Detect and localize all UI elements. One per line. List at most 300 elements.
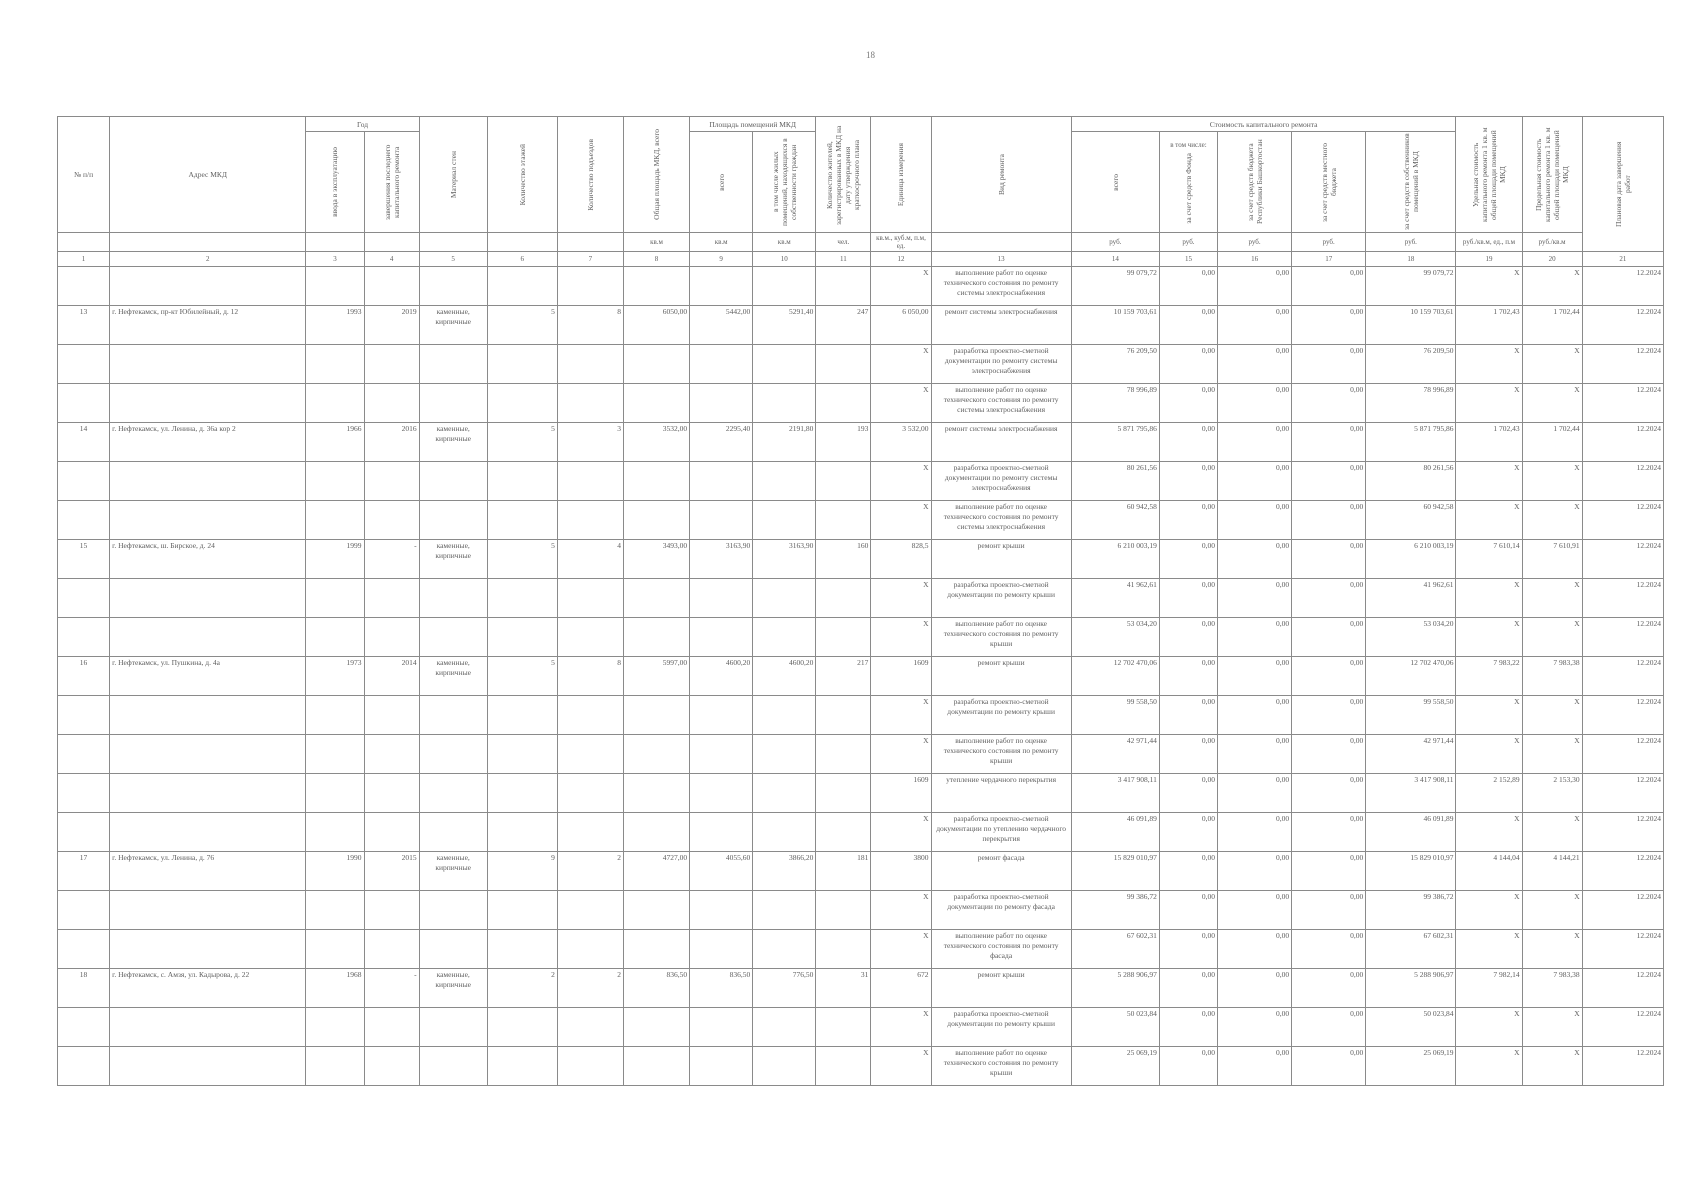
- cell-fund: 0,00: [1159, 423, 1217, 462]
- unit-cell: [110, 233, 306, 252]
- table-row: [58, 813, 1664, 852]
- unit-measure: кв.м., куб.м, п.м, ед.: [871, 233, 931, 252]
- cell-unit: 672: [871, 969, 931, 1008]
- cell-unit: X: [871, 813, 931, 852]
- cell-fl: [487, 1008, 557, 1047]
- cell-lim: 7 983,38: [1522, 969, 1582, 1008]
- cell-rb: 0,00: [1218, 501, 1292, 540]
- cell-sp: X: [1456, 579, 1522, 618]
- header-rep-budget: за счет средств бюджета Республики Башкортостан: [1218, 132, 1292, 233]
- cell-rb: 0,00: [1218, 891, 1292, 930]
- cell-unit: 6 050,00: [871, 306, 931, 345]
- column-number: 11: [816, 252, 871, 267]
- cell-ta: [623, 462, 689, 501]
- cell-own: 50 023,84: [1366, 1008, 1456, 1047]
- unit-sqm: кв.м: [623, 233, 689, 252]
- cell-date: 12.2024: [1582, 384, 1663, 423]
- cell-ar: 3163,90: [753, 540, 816, 579]
- cell-lim: 4 144,21: [1522, 852, 1582, 891]
- cell-fl: 5: [487, 306, 557, 345]
- column-number: 6: [487, 252, 557, 267]
- cell-ar: 3866,20: [753, 852, 816, 891]
- cell-lim: 1 702,44: [1522, 423, 1582, 462]
- cell-date: 12.2024: [1582, 969, 1663, 1008]
- cell-work: разработка проектно-сметной документации по утеплению чердачного перекрытия: [931, 813, 1071, 852]
- cell-work: ремонт системы электроснабжения: [931, 423, 1071, 462]
- cell-own: 42 971,44: [1366, 735, 1456, 774]
- cell-ar: 4600,20: [753, 657, 816, 696]
- cell-fund: 0,00: [1159, 462, 1217, 501]
- cell-yl: [364, 462, 419, 501]
- cell-fund: 0,00: [1159, 735, 1217, 774]
- cell-yb: 1990: [306, 852, 364, 891]
- cell-fund: 0,00: [1159, 540, 1217, 579]
- cell-unit: X: [871, 696, 931, 735]
- cell-lb: 0,00: [1292, 540, 1366, 579]
- cell-lim: 2 153,30: [1522, 774, 1582, 813]
- cell-address: [110, 930, 306, 969]
- cell-lb: 0,00: [1292, 462, 1366, 501]
- cell-ta: [623, 501, 689, 540]
- cell-address: [110, 267, 306, 306]
- cell-sp: X: [1456, 618, 1522, 657]
- cell-ar: [753, 891, 816, 930]
- cell-rb: 0,00: [1218, 423, 1292, 462]
- cell-fl: [487, 267, 557, 306]
- cell-at: 2295,40: [690, 423, 753, 462]
- cell-unit: X: [871, 501, 931, 540]
- cell-at: [690, 813, 753, 852]
- cell-ar: [753, 696, 816, 735]
- cell-yl: [364, 930, 419, 969]
- cell-res: [816, 618, 871, 657]
- cell-own: 99 079,72: [1366, 267, 1456, 306]
- cell-wall: [419, 774, 487, 813]
- cell-res: [816, 345, 871, 384]
- cell-at: 5442,00: [690, 306, 753, 345]
- cell-fl: [487, 735, 557, 774]
- header-residents: Количество жителей, зарегистрированных в МКД на дату утверждения краткосрочного плана: [816, 117, 871, 233]
- cell-wall: каменные, кирпичные: [419, 423, 487, 462]
- cell-unit: 828,5: [871, 540, 931, 579]
- cell-lb: 0,00: [1292, 384, 1366, 423]
- cell-fl: [487, 384, 557, 423]
- cell-total: 25 069,19: [1071, 1047, 1159, 1086]
- cell-rb: 0,00: [1218, 618, 1292, 657]
- cell-res: [816, 930, 871, 969]
- cell-yb: [306, 1047, 364, 1086]
- cell-own: 80 261,56: [1366, 462, 1456, 501]
- cell-work: ремонт системы электроснабжения: [931, 306, 1071, 345]
- cell-yb: [306, 813, 364, 852]
- cell-wall: [419, 345, 487, 384]
- column-number: 9: [690, 252, 753, 267]
- cell-wall: [419, 930, 487, 969]
- cell-rb: 0,00: [1218, 1008, 1292, 1047]
- header-area-total: всего: [690, 132, 753, 233]
- cell-date: 12.2024: [1582, 501, 1663, 540]
- cell-work: разработка проектно-сметной документации по ремонту крыши: [931, 696, 1071, 735]
- cell-lb: 0,00: [1292, 501, 1366, 540]
- header-date: Плановая дата завершения работ: [1582, 117, 1663, 252]
- table-row: [58, 696, 1664, 735]
- cell-at: [690, 579, 753, 618]
- cell-lb: 0,00: [1292, 774, 1366, 813]
- cell-at: [690, 774, 753, 813]
- column-number: 12: [871, 252, 931, 267]
- cell-date: 12.2024: [1582, 657, 1663, 696]
- table-row: [58, 969, 1664, 1008]
- cell-en: 8: [557, 657, 623, 696]
- cell-total: 67 602,31: [1071, 930, 1159, 969]
- cell-ta: [623, 618, 689, 657]
- cell-date: 12.2024: [1582, 540, 1663, 579]
- table-row: [58, 774, 1664, 813]
- cell-en: [557, 1008, 623, 1047]
- cell-yl: [364, 267, 419, 306]
- page-number: 18: [866, 50, 875, 60]
- unit-cell: [419, 233, 487, 252]
- cell-res: 160: [816, 540, 871, 579]
- column-number: 2: [110, 252, 306, 267]
- column-number-row: [58, 252, 1664, 267]
- cell-lim: X: [1522, 891, 1582, 930]
- cell-date: 12.2024: [1582, 1008, 1663, 1047]
- cell-en: 4: [557, 540, 623, 579]
- cell-lb: 0,00: [1292, 618, 1366, 657]
- cell-yb: [306, 891, 364, 930]
- column-number: 14: [1071, 252, 1159, 267]
- cell-rb: 0,00: [1218, 540, 1292, 579]
- cell-wall: [419, 1047, 487, 1086]
- cell-yl: [364, 1008, 419, 1047]
- cell-rb: 0,00: [1218, 384, 1292, 423]
- cell-total: 12 702 470,06: [1071, 657, 1159, 696]
- table-body: [58, 267, 1664, 1086]
- header-area-group: Площадь помещений МКД: [690, 117, 816, 132]
- cell-fund: 0,00: [1159, 306, 1217, 345]
- unit-cell: [931, 233, 1071, 252]
- cell-wall: [419, 501, 487, 540]
- cell-at: 4600,20: [690, 657, 753, 696]
- cell-ar: [753, 501, 816, 540]
- cell-fund: 0,00: [1159, 657, 1217, 696]
- cell-yb: 1999: [306, 540, 364, 579]
- cell-yb: [306, 267, 364, 306]
- cell-address: г. Нефтекамск, пр-кт Юбилейный, д. 12: [110, 306, 306, 345]
- cell-work: ремонт крыши: [931, 540, 1071, 579]
- cell-yl: -: [364, 969, 419, 1008]
- cell-ar: [753, 774, 816, 813]
- column-number: 4: [364, 252, 419, 267]
- unit-rub-sqm: руб./кв.м, ед., п.м: [1456, 233, 1522, 252]
- cell-address: [110, 696, 306, 735]
- cell-sp: X: [1456, 696, 1522, 735]
- cell-num: 17: [58, 852, 110, 891]
- cell-fund: 0,00: [1159, 618, 1217, 657]
- cell-date: 12.2024: [1582, 579, 1663, 618]
- cell-address: [110, 345, 306, 384]
- cell-own: 5 288 906,97: [1366, 969, 1456, 1008]
- cell-total: 5 871 795,86: [1071, 423, 1159, 462]
- cell-fl: [487, 696, 557, 735]
- header-unit: Единица измерения: [871, 117, 931, 233]
- cell-fl: 5: [487, 423, 557, 462]
- cell-num: [58, 813, 110, 852]
- cell-total: 53 034,20: [1071, 618, 1159, 657]
- cell-num: [58, 1008, 110, 1047]
- cell-num: [58, 462, 110, 501]
- cell-work: разработка проектно-сметной документации по ремонту системы электроснабжения: [931, 462, 1071, 501]
- column-number: 3: [306, 252, 364, 267]
- cell-own: 41 962,61: [1366, 579, 1456, 618]
- cell-own: 78 996,89: [1366, 384, 1456, 423]
- unit-sqm: кв.м: [690, 233, 753, 252]
- cell-at: 4055,60: [690, 852, 753, 891]
- cell-work: выполнение работ по оценке технического состояния по ремонту крыши: [931, 735, 1071, 774]
- cell-num: [58, 267, 110, 306]
- cell-at: [690, 345, 753, 384]
- cell-yb: [306, 1008, 364, 1047]
- column-number: 5: [419, 252, 487, 267]
- header-area-res: в том числе жилых помещений, находящихся в собственности граждан: [753, 132, 816, 233]
- cell-ar: [753, 813, 816, 852]
- cell-total: 60 942,58: [1071, 501, 1159, 540]
- cell-en: 8: [557, 306, 623, 345]
- cell-sp: X: [1456, 267, 1522, 306]
- cell-lb: 0,00: [1292, 1047, 1366, 1086]
- cell-yl: [364, 891, 419, 930]
- cell-res: [816, 696, 871, 735]
- cell-work: ремонт фасада: [931, 852, 1071, 891]
- cell-address: г. Нефтекамск, ул. Ленина, д. 76: [110, 852, 306, 891]
- cell-wall: каменные, кирпичные: [419, 306, 487, 345]
- cell-total: 3 417 908,11: [1071, 774, 1159, 813]
- cell-en: [557, 735, 623, 774]
- unit-rub: руб.: [1292, 233, 1366, 252]
- cell-lim: X: [1522, 1008, 1582, 1047]
- header-num: № п/п: [58, 117, 110, 233]
- column-number: 20: [1522, 252, 1582, 267]
- cell-yl: [364, 774, 419, 813]
- cell-en: 2: [557, 969, 623, 1008]
- cell-lb: 0,00: [1292, 891, 1366, 930]
- cell-sp: 2 152,89: [1456, 774, 1522, 813]
- header-owners: за счет средств собственников помещений в МКД: [1366, 132, 1456, 233]
- cell-yl: [364, 579, 419, 618]
- cell-own: 5 871 795,86: [1366, 423, 1456, 462]
- cell-ar: [753, 384, 816, 423]
- cell-sp: 4 144,04: [1456, 852, 1522, 891]
- cell-fl: 2: [487, 969, 557, 1008]
- header-wall: Материал стен: [419, 117, 487, 233]
- cell-wall: [419, 735, 487, 774]
- column-number: 18: [1366, 252, 1456, 267]
- cell-ta: [623, 891, 689, 930]
- cell-address: г. Нефтекамск, ш. Бирское, д. 24: [110, 540, 306, 579]
- cell-lim: X: [1522, 384, 1582, 423]
- cell-yb: 1993: [306, 306, 364, 345]
- cell-yb: [306, 696, 364, 735]
- cell-sp: X: [1456, 891, 1522, 930]
- cell-at: [690, 501, 753, 540]
- cell-own: 53 034,20: [1366, 618, 1456, 657]
- table-row: [58, 306, 1664, 345]
- cell-yl: [364, 501, 419, 540]
- cell-unit: X: [871, 579, 931, 618]
- cell-wall: [419, 696, 487, 735]
- cell-address: [110, 735, 306, 774]
- cell-ta: [623, 930, 689, 969]
- table-row: [58, 267, 1664, 306]
- cell-yl: 2015: [364, 852, 419, 891]
- cell-rb: 0,00: [1218, 813, 1292, 852]
- unit-rub: руб.: [1366, 233, 1456, 252]
- cell-work: ремонт крыши: [931, 657, 1071, 696]
- cell-ta: [623, 813, 689, 852]
- cell-ar: [753, 930, 816, 969]
- cell-unit: X: [871, 1008, 931, 1047]
- cell-date: 12.2024: [1582, 852, 1663, 891]
- cell-en: [557, 1047, 623, 1086]
- cell-fl: [487, 345, 557, 384]
- cell-num: [58, 735, 110, 774]
- header-local-budget: за счет средств местного бюджета: [1292, 132, 1366, 233]
- cell-ta: [623, 1047, 689, 1086]
- cell-address: [110, 1047, 306, 1086]
- cell-work: разработка проектно-сметной документации по ремонту крыши: [931, 1008, 1071, 1047]
- table-row: [58, 891, 1664, 930]
- cell-own: 99 558,50: [1366, 696, 1456, 735]
- cell-sp: X: [1456, 384, 1522, 423]
- cell-res: [816, 579, 871, 618]
- cell-rb: 0,00: [1218, 969, 1292, 1008]
- cell-date: 12.2024: [1582, 618, 1663, 657]
- cell-total: 46 091,89: [1071, 813, 1159, 852]
- column-number: 16: [1218, 252, 1292, 267]
- cell-date: 12.2024: [1582, 891, 1663, 930]
- cell-ar: [753, 735, 816, 774]
- cell-own: 60 942,58: [1366, 501, 1456, 540]
- cell-yl: 2014: [364, 657, 419, 696]
- cell-yl: [364, 813, 419, 852]
- cell-fund: 0,00: [1159, 1008, 1217, 1047]
- cell-ta: [623, 1008, 689, 1047]
- cell-lim: X: [1522, 735, 1582, 774]
- cell-en: [557, 774, 623, 813]
- cell-total: 80 261,56: [1071, 462, 1159, 501]
- column-number: 17: [1292, 252, 1366, 267]
- cell-lim: X: [1522, 501, 1582, 540]
- cell-address: [110, 1008, 306, 1047]
- cell-res: 193: [816, 423, 871, 462]
- cell-en: [557, 618, 623, 657]
- cell-sp: X: [1456, 462, 1522, 501]
- cell-lim: X: [1522, 579, 1582, 618]
- table-row: [58, 462, 1664, 501]
- cell-fund: 0,00: [1159, 384, 1217, 423]
- cell-en: [557, 501, 623, 540]
- cell-num: 18: [58, 969, 110, 1008]
- cell-work: ремонт крыши: [931, 969, 1071, 1008]
- cell-address: [110, 813, 306, 852]
- cell-date: 12.2024: [1582, 735, 1663, 774]
- cell-ta: [623, 345, 689, 384]
- cell-lb: 0,00: [1292, 306, 1366, 345]
- cell-rb: 0,00: [1218, 1047, 1292, 1086]
- unit-rub: руб.: [1218, 233, 1292, 252]
- cell-yb: [306, 618, 364, 657]
- cell-fund: 0,00: [1159, 579, 1217, 618]
- cell-total: 15 829 010,97: [1071, 852, 1159, 891]
- cell-num: [58, 891, 110, 930]
- cell-work: выполнение работ по оценке технического состояния по ремонту крыши: [931, 618, 1071, 657]
- cell-work: разработка проектно-сметной документации по ремонту фасада: [931, 891, 1071, 930]
- cell-sp: 1 702,43: [1456, 306, 1522, 345]
- cell-total: 50 023,84: [1071, 1008, 1159, 1047]
- cell-date: 12.2024: [1582, 930, 1663, 969]
- column-number: 15: [1159, 252, 1217, 267]
- cell-lim: X: [1522, 1047, 1582, 1086]
- cell-num: [58, 930, 110, 969]
- cell-yb: [306, 501, 364, 540]
- cell-work: утепление чердачного перекрытия: [931, 774, 1071, 813]
- cell-ar: [753, 345, 816, 384]
- cell-fund: 0,00: [1159, 774, 1217, 813]
- cell-date: 12.2024: [1582, 813, 1663, 852]
- cell-yb: 1966: [306, 423, 364, 462]
- cell-wall: [419, 891, 487, 930]
- cell-lb: 0,00: [1292, 852, 1366, 891]
- cell-at: [690, 696, 753, 735]
- cell-fl: [487, 501, 557, 540]
- cell-lim: X: [1522, 462, 1582, 501]
- cell-ta: [623, 579, 689, 618]
- cell-rb: 0,00: [1218, 852, 1292, 891]
- cell-en: [557, 891, 623, 930]
- cell-lim: X: [1522, 813, 1582, 852]
- cell-yl: [364, 735, 419, 774]
- cell-wall: [419, 618, 487, 657]
- cell-ta: 6050,00: [623, 306, 689, 345]
- unit-rub-sqm: руб./кв.м: [1522, 233, 1582, 252]
- cell-res: [816, 813, 871, 852]
- cell-fund: 0,00: [1159, 1047, 1217, 1086]
- cell-unit: X: [871, 891, 931, 930]
- unit-sqm: кв.м: [753, 233, 816, 252]
- column-number: 7: [557, 252, 623, 267]
- cell-lb: 0,00: [1292, 1008, 1366, 1047]
- table-row: [58, 501, 1664, 540]
- cell-own: 46 091,89: [1366, 813, 1456, 852]
- cell-unit: X: [871, 930, 931, 969]
- cell-ar: [753, 267, 816, 306]
- cell-en: [557, 696, 623, 735]
- cell-unit: 3800: [871, 852, 931, 891]
- cell-work: разработка проектно-сметной документации по ремонту крыши: [931, 579, 1071, 618]
- table-row: [58, 579, 1664, 618]
- cell-res: 181: [816, 852, 871, 891]
- cell-address: г. Нефтекамск, ул. Пушкина, д. 4а: [110, 657, 306, 696]
- cell-lb: 0,00: [1292, 345, 1366, 384]
- cell-fl: 5: [487, 540, 557, 579]
- cell-en: 3: [557, 423, 623, 462]
- cell-fl: [487, 618, 557, 657]
- cell-unit: X: [871, 1047, 931, 1086]
- cell-address: г. Нефтекамск, с. Амзя, ул. Кадырова, д. 22: [110, 969, 306, 1008]
- cell-ta: [623, 774, 689, 813]
- cell-fl: 5: [487, 657, 557, 696]
